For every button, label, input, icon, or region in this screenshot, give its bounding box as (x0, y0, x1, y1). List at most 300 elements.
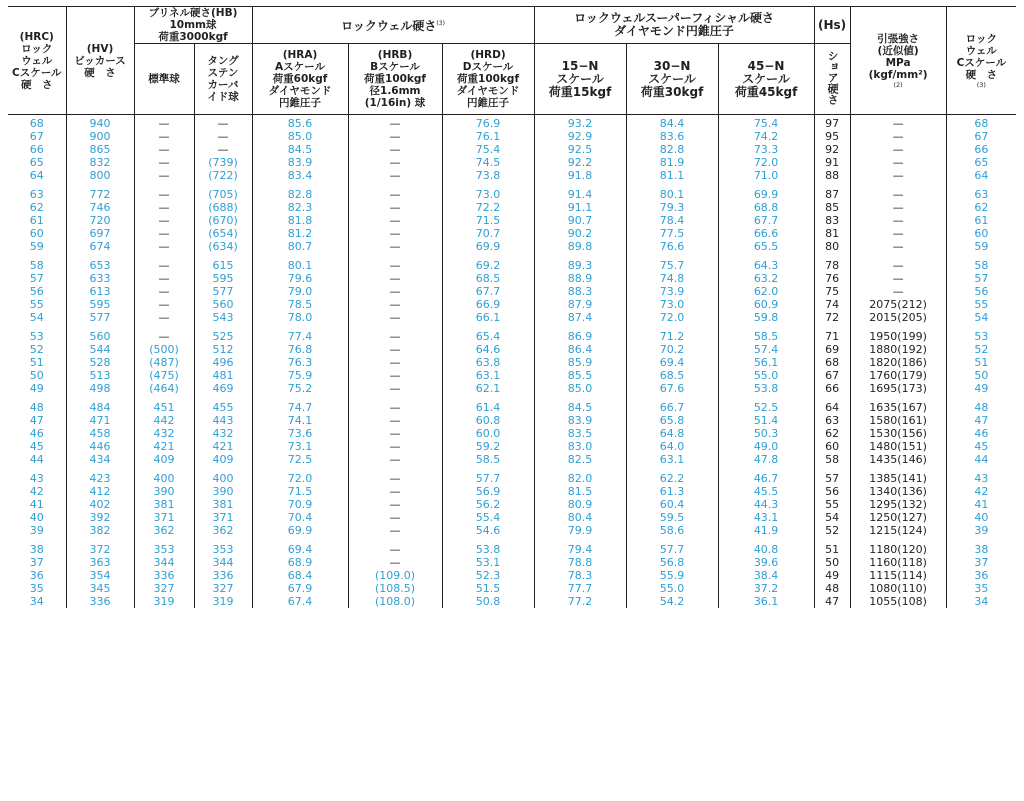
table-cell: 78.4 (626, 214, 718, 227)
table-cell: 41 (946, 498, 1016, 511)
table-cell: 1160(118) (850, 556, 946, 569)
table-cell: — (194, 115, 252, 131)
table-cell: 65 (29, 156, 44, 169)
table-row (8, 472, 1016, 485)
header-hrd: (HRD) Dスケール 荷重100kgf ダイヤモンド 円錐圧子 (442, 44, 534, 115)
table-cell: (722) (194, 169, 252, 182)
table-cell: 68.8 (718, 201, 814, 214)
table-cell: 68 (814, 356, 850, 369)
table-cell: 68 (946, 115, 1016, 131)
table-cell: — (348, 330, 442, 343)
table-cell: 595 (194, 272, 252, 285)
table-cell: 52 (29, 343, 44, 356)
table-cell: 88 (814, 169, 850, 182)
table-row (8, 485, 1016, 498)
table-cell: 58 (29, 259, 44, 272)
table-row (8, 240, 1016, 253)
table-cell: 81.5 (534, 485, 626, 498)
table-cell: 34 (946, 595, 1016, 608)
table-cell: 60 (946, 227, 1016, 240)
table-cell: 58.5 (718, 330, 814, 343)
table-cell: 35 (29, 582, 44, 595)
table-cell: 458 (66, 427, 134, 440)
table-cell: 44.3 (718, 498, 814, 511)
table-cell: 49 (29, 382, 44, 395)
table-cell: 34 (29, 595, 44, 608)
table-cell: 73.8 (442, 169, 534, 182)
table-cell: 57 (946, 272, 1016, 285)
table-cell: 772 (66, 188, 134, 201)
table-cell: 91 (814, 156, 850, 169)
table-cell: — (348, 498, 442, 511)
table-cell: 83.0 (534, 440, 626, 453)
table-cell: 60.4 (626, 498, 718, 511)
table-cell: 88.9 (534, 272, 626, 285)
table-cell: 513 (66, 369, 134, 382)
table-cell: — (348, 543, 442, 556)
table-cell: 56.2 (442, 498, 534, 511)
table-cell: 344 (194, 556, 252, 569)
table-cell: 74 (814, 298, 850, 311)
table-cell: 52.3 (442, 569, 534, 582)
header-hrb: (HRB) Bスケール 荷重100kgf 径1.6mm (1/16in) 球 (348, 44, 442, 115)
table-cell: 390 (194, 485, 252, 498)
hardness-conversion-table (8, 6, 1016, 608)
table-cell: 62 (946, 201, 1016, 214)
table-cell: — (348, 188, 442, 201)
table-cell: 1340(136) (850, 485, 946, 498)
table-cell: 59.2 (442, 440, 534, 453)
table-cell: 54.2 (626, 595, 718, 608)
table-cell: 43 (29, 472, 44, 485)
table-cell: 67 (29, 130, 44, 143)
table-cell: — (348, 485, 442, 498)
table-cell: — (850, 169, 946, 182)
table-cell: 38 (29, 543, 44, 556)
table-cell: 62.1 (442, 382, 534, 395)
table-cell: 83.9 (252, 156, 348, 169)
header-hra: (HRA) Aスケール 荷重60kgf ダイヤモンド 円錐圧子 (252, 44, 348, 115)
table-cell: 65 (946, 156, 1016, 169)
table-cell: 47 (814, 595, 850, 608)
table-cell: 58 (814, 453, 850, 466)
table-cell: 58 (946, 259, 1016, 272)
table-cell: 45.5 (718, 485, 814, 498)
table-cell: 63.1 (442, 369, 534, 382)
table-cell: 336 (66, 595, 134, 608)
table-cell: 79.6 (252, 272, 348, 285)
table-cell: — (134, 227, 194, 240)
table-cell: 471 (66, 414, 134, 427)
table-cell: 68.5 (626, 369, 718, 382)
table-cell: — (348, 369, 442, 382)
table-cell: 409 (194, 453, 252, 466)
table-row (8, 427, 1016, 440)
table-cell: 481 (194, 369, 252, 382)
header-45n: 45−N スケール 荷重45kgf (718, 44, 814, 115)
table-cell: 66 (814, 382, 850, 395)
table-cell: 82.3 (252, 201, 348, 214)
table-cell: 63.1 (626, 453, 718, 466)
header-hrc-right: ロック ウェル Cスケール 硬 さ (3) (946, 7, 1016, 115)
table-cell: — (850, 285, 946, 298)
table-cell: 73.6 (252, 427, 348, 440)
table-cell: — (348, 272, 442, 285)
table-cell: 85.0 (252, 130, 348, 143)
table-cell: 61.3 (626, 485, 718, 498)
table-cell: 78.8 (534, 556, 626, 569)
table-cell: 59.5 (626, 511, 718, 524)
table-cell: 63.2 (718, 272, 814, 285)
table-cell: 577 (66, 311, 134, 324)
table-cell: 82.5 (534, 453, 626, 466)
table-cell: 66.7 (626, 401, 718, 414)
table-cell: 498 (66, 382, 134, 395)
table-cell: 1695(173) (850, 382, 946, 395)
table-cell: 336 (134, 569, 194, 582)
table-cell: 51.4 (718, 414, 814, 427)
table-cell: 65.8 (626, 414, 718, 427)
table-cell: 61 (946, 214, 1016, 227)
table-cell: 59.8 (718, 311, 814, 324)
table-row (8, 543, 1016, 556)
table-cell: 84.5 (534, 401, 626, 414)
table-cell: 66 (29, 143, 44, 156)
table-cell: 72.0 (718, 156, 814, 169)
table-cell: 54 (814, 511, 850, 524)
table-cell: 75 (814, 285, 850, 298)
table-cell: 72 (814, 311, 850, 324)
table-row (8, 201, 1016, 214)
table-cell: 56 (29, 285, 44, 298)
table-cell: 1385(141) (850, 472, 946, 485)
table-cell: 71.2 (626, 330, 718, 343)
table-cell: 54 (946, 311, 1016, 324)
table-cell: 67.9 (252, 582, 348, 595)
hardness-conversion-table-container (8, 6, 1016, 608)
table-cell: 91.4 (534, 188, 626, 201)
table-cell: 56.1 (718, 356, 814, 369)
table-cell: 87.9 (534, 298, 626, 311)
table-cell: (464) (134, 382, 194, 395)
table-cell: 800 (66, 169, 134, 182)
table-cell: 82.0 (534, 472, 626, 485)
table-cell: — (348, 285, 442, 298)
table-cell: — (348, 227, 442, 240)
table-cell: 371 (194, 511, 252, 524)
table-cell: 75.4 (718, 115, 814, 131)
table-cell: 73.9 (626, 285, 718, 298)
table-row (8, 259, 1016, 272)
table-cell: 46.7 (718, 472, 814, 485)
table-row (8, 227, 1016, 240)
table-cell: 80 (814, 240, 850, 253)
table-cell: 83.6 (626, 130, 718, 143)
table-cell: 60 (29, 227, 44, 240)
table-cell: 442 (134, 414, 194, 427)
table-cell: 900 (66, 130, 134, 143)
table-cell: (487) (134, 356, 194, 369)
table-cell: 50.8 (442, 595, 534, 608)
table-cell: 52 (946, 343, 1016, 356)
table-cell: 88.3 (534, 285, 626, 298)
table-cell: 50 (814, 556, 850, 569)
table-cell: 60 (814, 440, 850, 453)
table-cell: 720 (66, 214, 134, 227)
table-cell: — (134, 115, 194, 131)
table-cell: 42 (946, 485, 1016, 498)
table-cell: — (134, 298, 194, 311)
table-cell: 37 (29, 556, 44, 569)
table-cell: 400 (194, 472, 252, 485)
table-cell: 319 (194, 595, 252, 608)
table-cell: 67.7 (442, 285, 534, 298)
table-cell: — (850, 115, 946, 131)
table-cell: 85.0 (534, 382, 626, 395)
table-cell: 451 (134, 401, 194, 414)
table-cell: 83.9 (534, 414, 626, 427)
table-cell: 1530(156) (850, 427, 946, 440)
table-cell: — (134, 201, 194, 214)
table-cell: 41 (29, 498, 44, 511)
table-cell: 421 (134, 440, 194, 453)
table-cell: 62.0 (718, 285, 814, 298)
table-cell: 69.9 (252, 524, 348, 537)
table-cell: 940 (66, 115, 134, 131)
table-cell: (739) (194, 156, 252, 169)
header-hs-top: (Hs) (814, 7, 850, 44)
table-cell: 68.9 (252, 556, 348, 569)
table-cell: 653 (66, 259, 134, 272)
table-cell: 78.5 (252, 298, 348, 311)
table-cell: 44 (946, 453, 1016, 466)
table-cell: 56.8 (626, 556, 718, 569)
table-cell: — (850, 201, 946, 214)
table-cell: 71.0 (718, 169, 814, 182)
table-cell: 93.2 (534, 115, 626, 131)
header-30n: 30−N スケール 荷重30kgf (626, 44, 718, 115)
table-cell: 421 (194, 440, 252, 453)
table-cell: 47.8 (718, 453, 814, 466)
table-row (8, 285, 1016, 298)
table-cell: 67 (814, 369, 850, 382)
table-cell: — (348, 115, 442, 131)
table-row (8, 511, 1016, 524)
table-cell: 1950(199) (850, 330, 946, 343)
table-cell: 1080(110) (850, 582, 946, 595)
table-cell: 446 (66, 440, 134, 453)
table-cell: — (134, 311, 194, 324)
table-cell: 37 (946, 556, 1016, 569)
table-cell: 525 (194, 330, 252, 343)
table-cell: 60.8 (442, 414, 534, 427)
table-cell: 354 (66, 569, 134, 582)
table-cell: — (134, 214, 194, 227)
table-cell: 469 (194, 382, 252, 395)
table-cell: 83.4 (252, 169, 348, 182)
table-cell: 409 (134, 453, 194, 466)
table-cell: 77.2 (534, 595, 626, 608)
table-cell: 400 (134, 472, 194, 485)
table-cell: 49 (814, 569, 850, 582)
table-cell: 46 (29, 427, 44, 440)
table-cell: — (348, 382, 442, 395)
table-cell: 49 (946, 382, 1016, 395)
table-cell: (688) (194, 201, 252, 214)
table-cell: 74.7 (252, 401, 348, 414)
table-cell: 66 (946, 143, 1016, 156)
table-cell: — (134, 259, 194, 272)
table-row (8, 298, 1016, 311)
table-cell: 56.9 (442, 485, 534, 498)
table-cell: 595 (66, 298, 134, 311)
table-cell: 86.9 (534, 330, 626, 343)
table-cell: — (850, 272, 946, 285)
table-cell: 1580(161) (850, 414, 946, 427)
table-cell: 56 (946, 285, 1016, 298)
table-cell: — (348, 453, 442, 466)
table-cell: 73.3 (718, 143, 814, 156)
table-row (8, 369, 1016, 382)
table-cell: 83 (814, 214, 850, 227)
header-hs: ショア硬さ (814, 44, 850, 115)
table-cell: 47 (29, 414, 44, 427)
table-cell: 432 (134, 427, 194, 440)
table-cell: 55.0 (626, 582, 718, 595)
table-row (8, 569, 1016, 582)
table-cell: 62 (814, 427, 850, 440)
table-cell: 89.3 (534, 259, 626, 272)
table-cell: (705) (194, 188, 252, 201)
header-hv: (HV) ビッカース 硬 さ (66, 7, 134, 115)
table-cell: 77.7 (534, 582, 626, 595)
table-cell: 56 (814, 485, 850, 498)
table-row (8, 169, 1016, 182)
table-cell: 69.2 (442, 259, 534, 272)
table-cell: 1635(167) (850, 401, 946, 414)
table-cell: 73.0 (442, 188, 534, 201)
table-cell: 382 (66, 524, 134, 537)
table-cell: — (348, 240, 442, 253)
table-cell: 44 (29, 453, 44, 466)
table-row (8, 330, 1016, 343)
table-cell: — (348, 311, 442, 324)
table-cell: 92.5 (534, 143, 626, 156)
table-cell: 50 (946, 369, 1016, 382)
table-cell: 80.1 (252, 259, 348, 272)
table-cell: — (850, 259, 946, 272)
table-cell: 76.9 (442, 115, 534, 131)
table-cell: 615 (194, 259, 252, 272)
table-cell: 87.4 (534, 311, 626, 324)
table-cell: 74.1 (252, 414, 348, 427)
table-cell: 66.9 (442, 298, 534, 311)
table-cell: 85.6 (252, 115, 348, 131)
table-cell: — (348, 143, 442, 156)
table-cell: — (134, 156, 194, 169)
table-cell: 40.8 (718, 543, 814, 556)
table-cell: (108.5) (348, 582, 442, 595)
table-cell: 72.2 (442, 201, 534, 214)
table-cell: 54.6 (442, 524, 534, 537)
table-cell: 69.9 (718, 188, 814, 201)
table-row (8, 156, 1016, 169)
table-cell: (475) (134, 369, 194, 382)
table-cell: 48 (814, 582, 850, 595)
table-cell: — (348, 472, 442, 485)
table-cell: 49.0 (718, 440, 814, 453)
table-cell: 57 (814, 472, 850, 485)
table-cell: 83.5 (534, 427, 626, 440)
table-cell: 697 (66, 227, 134, 240)
table-cell: 85.9 (534, 356, 626, 369)
table-cell: 80.9 (534, 498, 626, 511)
table-cell: 69.4 (252, 543, 348, 556)
table-cell: 71.5 (252, 485, 348, 498)
table-cell: 484 (66, 401, 134, 414)
table-cell: 57 (29, 272, 44, 285)
table-cell: 82.8 (626, 143, 718, 156)
table-cell: 865 (66, 143, 134, 156)
table-cell: 1115(114) (850, 569, 946, 582)
table-cell: 54 (29, 311, 44, 324)
table-cell: 496 (194, 356, 252, 369)
table-cell: 58.6 (626, 524, 718, 537)
table-cell: 63 (814, 414, 850, 427)
table-cell: 70.2 (626, 343, 718, 356)
table-cell: — (134, 330, 194, 343)
table-cell: 81.9 (626, 156, 718, 169)
table-cell: 528 (66, 356, 134, 369)
table-cell: (654) (194, 227, 252, 240)
table-cell: 67.4 (252, 595, 348, 608)
table-cell: — (348, 343, 442, 356)
table-row (8, 382, 1016, 395)
table-cell: — (348, 201, 442, 214)
table-cell: — (348, 440, 442, 453)
table-cell: (670) (194, 214, 252, 227)
table-cell: 80.4 (534, 511, 626, 524)
table-cell: 66.6 (718, 227, 814, 240)
table-cell: — (134, 272, 194, 285)
table-cell: 50.3 (718, 427, 814, 440)
table-cell: 363 (66, 556, 134, 569)
table-cell: 66.1 (442, 311, 534, 324)
table-cell: 344 (134, 556, 194, 569)
table-cell: 67.6 (626, 382, 718, 395)
table-cell: 69 (814, 343, 850, 356)
table-cell: 79.9 (534, 524, 626, 537)
table-cell: 69.9 (442, 240, 534, 253)
table-cell: 68.4 (252, 569, 348, 582)
table-cell: — (348, 298, 442, 311)
table-cell: 40 (946, 511, 1016, 524)
table-cell: 353 (194, 543, 252, 556)
table-cell: 39 (946, 524, 1016, 537)
table-row (8, 115, 1016, 131)
table-cell: 64.0 (626, 440, 718, 453)
header-hb-tungsten-ball: タング ステン カーバ イド球 (194, 44, 252, 115)
table-cell: 1480(151) (850, 440, 946, 453)
table-cell: 543 (194, 311, 252, 324)
table-cell: — (348, 556, 442, 569)
table-cell: 390 (134, 485, 194, 498)
table-cell: 36.1 (718, 595, 814, 608)
header-hrc: (HRC) ロック ウェル Cスケール 硬 さ (8, 7, 66, 115)
table-cell: — (134, 285, 194, 298)
table-cell: 77.4 (252, 330, 348, 343)
table-cell: 74.8 (626, 272, 718, 285)
